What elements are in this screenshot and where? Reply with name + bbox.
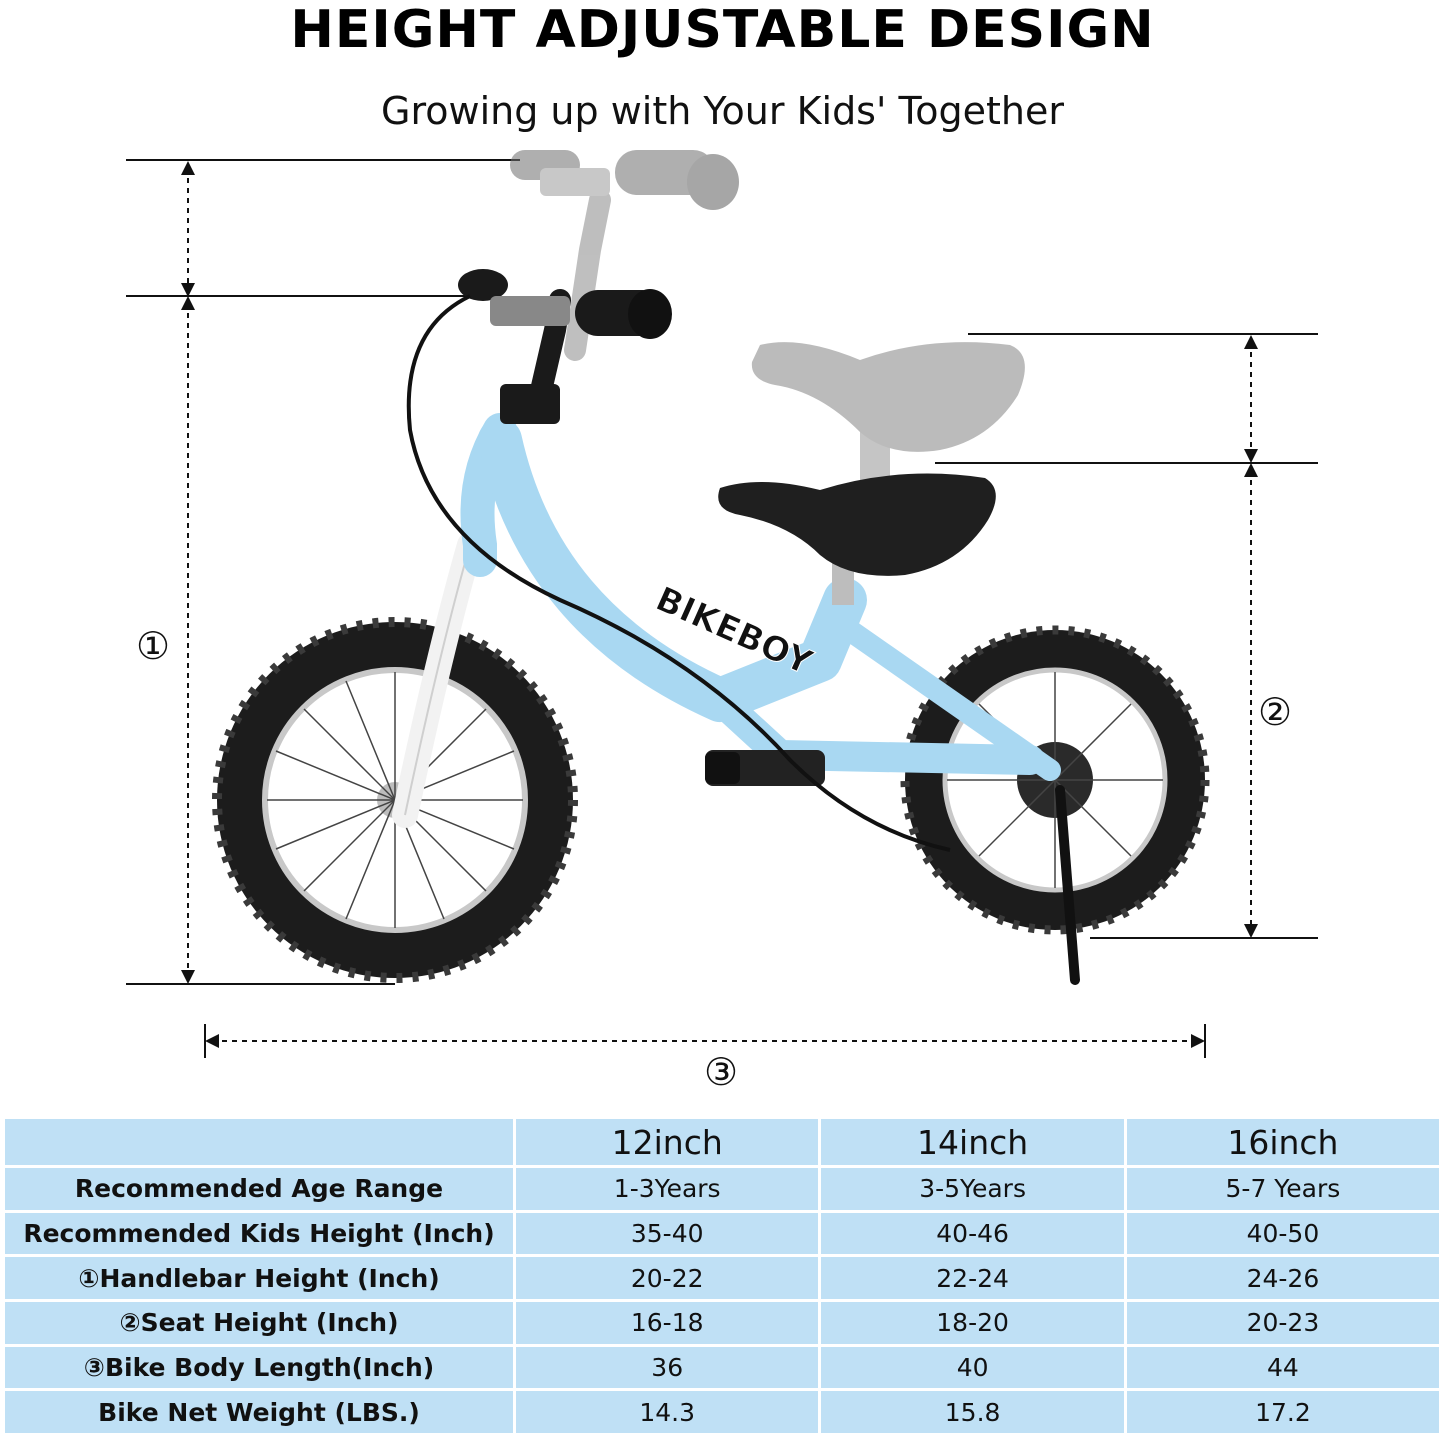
table-cell: 1-3Years	[516, 1168, 818, 1210]
table-cell: 40-50	[1127, 1213, 1439, 1255]
row-label: Recommended Kids Height (Inch)	[5, 1213, 513, 1255]
table-cell: 5-7 Years	[1127, 1168, 1439, 1210]
table-cell: 40-46	[821, 1213, 1123, 1255]
handlebar-height-marker: ①	[136, 624, 171, 668]
table-row	[5, 1168, 1439, 1210]
table-row	[5, 1213, 1439, 1255]
row-label: Recommended Age Range	[5, 1168, 513, 1210]
table-cell: 35-40	[516, 1213, 818, 1255]
table-cell: 20-22	[516, 1257, 818, 1299]
page-subtitle: Growing up with Your Kids' Together	[381, 89, 1064, 133]
table-corner-cell	[5, 1119, 513, 1165]
table-row	[5, 1391, 1439, 1433]
table-cell: 22-24	[821, 1257, 1123, 1299]
page-title: HEIGHT ADJUSTABLE DESIGN	[290, 0, 1155, 60]
table-cell: 14.3	[516, 1391, 818, 1433]
table-cell: 40	[821, 1347, 1123, 1389]
table-cell: 18-20	[821, 1302, 1123, 1344]
table-cell: 20-23	[1127, 1302, 1439, 1344]
seat	[718, 474, 996, 576]
body-length-marker: ③	[704, 1050, 739, 1094]
table-header-row	[5, 1119, 1439, 1165]
table-cell: 3-5Years	[821, 1168, 1123, 1210]
row-label: ②Seat Height (Inch)	[5, 1302, 513, 1344]
row-label: ③Bike Body Length(Inch)	[5, 1347, 513, 1389]
column-header: 12inch	[516, 1119, 818, 1165]
table-row	[5, 1302, 1439, 1344]
table-row	[5, 1347, 1439, 1389]
table-cell: 16-18	[516, 1302, 818, 1344]
table-cell: 15.8	[821, 1391, 1123, 1433]
seat-height-marker: ②	[1258, 690, 1293, 734]
table-cell: 44	[1127, 1347, 1439, 1389]
row-label: ①Handlebar Height (Inch)	[5, 1257, 513, 1299]
table-cell: 24-26	[1127, 1257, 1439, 1299]
column-header: 14inch	[821, 1119, 1123, 1165]
rear-wheel	[905, 630, 1205, 930]
row-label: Bike Net Weight (LBS.)	[5, 1391, 513, 1433]
table-cell: 17.2	[1127, 1391, 1439, 1433]
table-cell: 36	[516, 1347, 818, 1389]
table-row	[5, 1257, 1439, 1299]
footrest	[705, 750, 825, 786]
brand-logo: BIKEBOY	[649, 579, 818, 684]
column-header: 16inch	[1127, 1119, 1439, 1165]
spec-table	[2, 1116, 1442, 1436]
